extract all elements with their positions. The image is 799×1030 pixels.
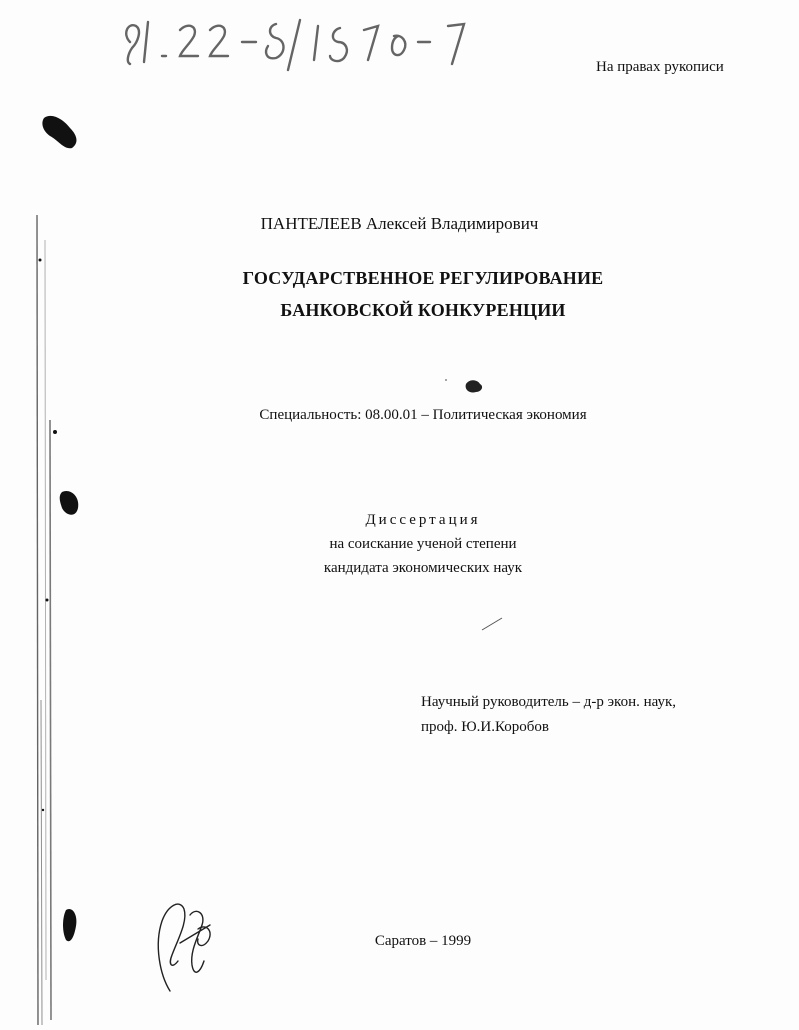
dissertation-line-1: на соискание ученой степени <box>329 536 517 552</box>
rights-notice: На правах рукописи <box>596 59 724 75</box>
dissertation-block <box>0 508 799 580</box>
scientific-advisor <box>421 690 676 740</box>
dissertation-heading: Диссертация <box>365 512 481 528</box>
ink-speck <box>440 368 510 398</box>
title-line-1: ГОСУДАРСТВЕННОЕ РЕГУЛИРОВАНИЕ <box>242 268 604 288</box>
dissertation-title <box>0 262 799 326</box>
advisor-line-2: проф. Ю.И.Коробов <box>421 719 549 735</box>
dissertation-line-2: кандидата экономических наук <box>323 560 523 576</box>
title-line-2: БАНКОВСКОЙ КОНКУРЕНЦИИ <box>280 300 566 320</box>
pencil-mark <box>478 614 508 634</box>
specialty-line: Специальность: 08.00.01 – Политическая экономия <box>259 407 587 423</box>
city-year: Саратов – 1999 <box>374 933 472 949</box>
handwritten-archive-code <box>118 12 478 74</box>
advisor-line-1: Научный руководитель – д-р экон. наук, <box>421 694 677 710</box>
author-name: ПАНТЕЛЕЕВ Алексей Владимирович <box>260 214 539 233</box>
